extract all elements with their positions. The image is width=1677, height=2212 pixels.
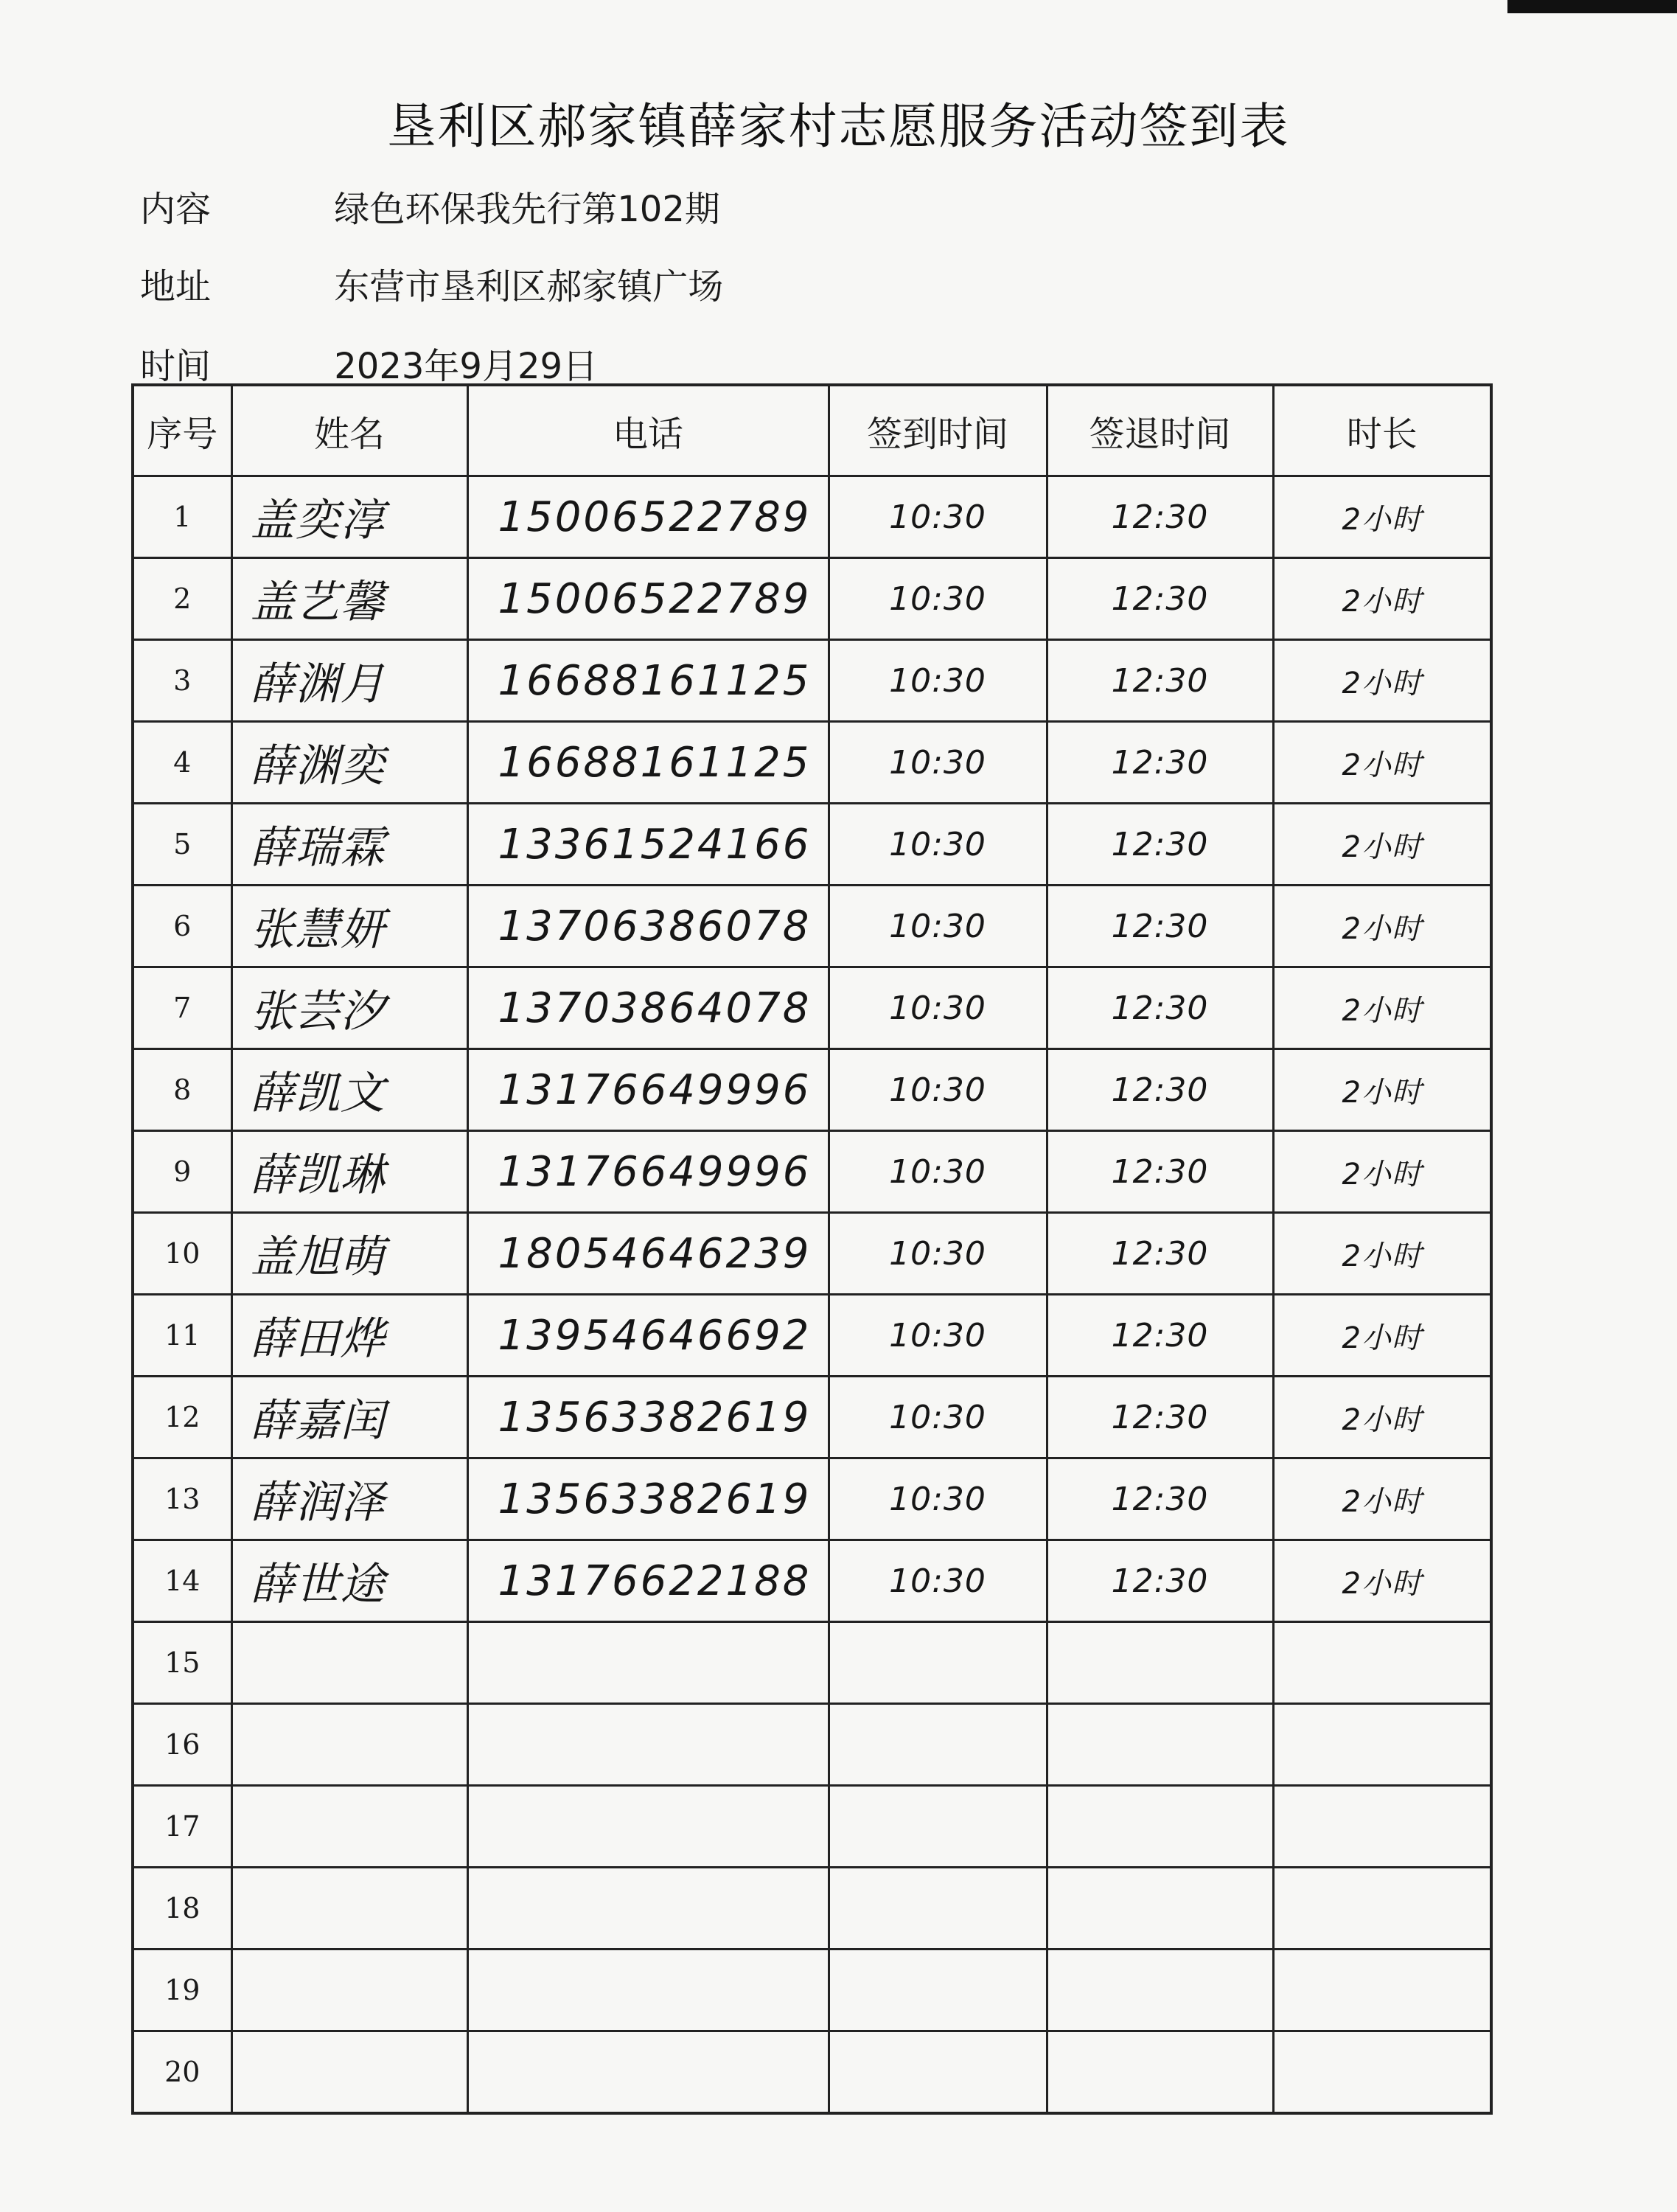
table-row <box>133 1540 1491 1622</box>
duration: 2小时 <box>1273 476 1491 558</box>
signature-name: 薛润泽 <box>231 1458 467 1540</box>
checkout-time: 12:30 <box>1047 1458 1273 1540</box>
duration <box>1273 2031 1491 2114</box>
signature-name: 盖艺馨 <box>231 558 467 640</box>
table-row <box>133 2031 1491 2114</box>
checkin-time: 10:30 <box>829 1295 1047 1377</box>
checkin-time <box>829 1622 1047 1704</box>
checkout-time <box>1047 1868 1273 1950</box>
duration <box>1273 1950 1491 2031</box>
signature-name: 薛渊月 <box>231 640 467 722</box>
header-serial: 序号 <box>133 385 231 476</box>
signature-name: 薛渊奕 <box>231 722 467 804</box>
phone-number <box>467 1868 829 1950</box>
info-row-content <box>140 181 720 232</box>
checkin-time: 10:30 <box>829 1213 1047 1295</box>
duration: 2小时 <box>1273 1049 1491 1131</box>
duration: 2小时 <box>1273 1458 1491 1540</box>
phone-number: 13954646692 <box>467 1295 829 1377</box>
signature-name: 张芸汐 <box>231 967 467 1049</box>
signin-table <box>131 383 1493 2115</box>
duration: 2小时 <box>1273 1295 1491 1377</box>
address-value: 东营市垦利区郝家镇广场 <box>334 266 724 307</box>
duration <box>1273 1622 1491 1704</box>
table-row <box>133 1786 1491 1868</box>
row-number: 15 <box>133 1622 231 1704</box>
checkout-time: 12:30 <box>1047 1540 1273 1622</box>
checkin-time: 10:30 <box>829 1458 1047 1540</box>
table-row <box>133 1950 1491 2031</box>
row-number: 14 <box>133 1540 231 1622</box>
checkin-time: 10:30 <box>829 804 1047 886</box>
phone-number: 15006522789 <box>467 558 829 640</box>
time-value: 2023年9月29日 <box>334 346 599 387</box>
content-value: 绿色环保我先行第102期 <box>334 189 720 230</box>
table-row <box>133 1131 1491 1213</box>
row-number: 16 <box>133 1704 231 1786</box>
table-row <box>133 640 1491 722</box>
checkout-time: 12:30 <box>1047 1213 1273 1295</box>
row-number: 11 <box>133 1295 231 1377</box>
signature-name: 薛世途 <box>231 1540 467 1622</box>
header-checkin-time: 签到时间 <box>829 385 1047 476</box>
duration: 2小时 <box>1273 886 1491 967</box>
duration: 2小时 <box>1273 722 1491 804</box>
checkin-time <box>829 1704 1047 1786</box>
row-number: 12 <box>133 1377 231 1458</box>
signature-name: 薛瑞霖 <box>231 804 467 886</box>
table-header-row <box>133 385 1491 476</box>
checkout-time: 12:30 <box>1047 1131 1273 1213</box>
checkout-time: 12:30 <box>1047 640 1273 722</box>
row-number: 17 <box>133 1786 231 1868</box>
checkin-time: 10:30 <box>829 1049 1047 1131</box>
signature-name: 薛嘉闰 <box>231 1377 467 1458</box>
phone-number <box>467 1950 829 2031</box>
table-row <box>133 1213 1491 1295</box>
checkin-time: 10:30 <box>829 1131 1047 1213</box>
table-row <box>133 886 1491 967</box>
info-row-time <box>140 338 598 389</box>
duration: 2小时 <box>1273 640 1491 722</box>
duration: 2小时 <box>1273 804 1491 886</box>
phone-number: 13563382619 <box>467 1377 829 1458</box>
signature-name: 薛凯文 <box>231 1049 467 1131</box>
duration: 2小时 <box>1273 1377 1491 1458</box>
signature-name: 薛田烨 <box>231 1295 467 1377</box>
checkout-time <box>1047 1786 1273 1868</box>
scan-edge-shadow <box>1507 0 1677 13</box>
row-number: 7 <box>133 967 231 1049</box>
checkout-time: 12:30 <box>1047 886 1273 967</box>
duration: 2小时 <box>1273 1540 1491 1622</box>
checkin-time <box>829 1786 1047 1868</box>
table-row <box>133 722 1491 804</box>
table-row <box>133 1868 1491 1950</box>
checkout-time: 12:30 <box>1047 967 1273 1049</box>
duration <box>1273 1704 1491 1786</box>
table-row <box>133 558 1491 640</box>
header-duration: 时长 <box>1273 385 1491 476</box>
row-number: 20 <box>133 2031 231 2114</box>
phone-number: 13176649996 <box>467 1131 829 1213</box>
row-number: 9 <box>133 1131 231 1213</box>
table-row <box>133 804 1491 886</box>
signature-name <box>231 1950 467 2031</box>
duration <box>1273 1868 1491 1950</box>
phone-number: 13563382619 <box>467 1458 829 1540</box>
phone-number: 18054646239 <box>467 1213 829 1295</box>
header-phone: 电话 <box>467 385 829 476</box>
row-number: 2 <box>133 558 231 640</box>
checkin-time: 10:30 <box>829 967 1047 1049</box>
signature-name <box>231 1868 467 1950</box>
address-label: 地址 <box>140 266 212 307</box>
signature-name: 盖旭萌 <box>231 1213 467 1295</box>
table-row <box>133 1295 1491 1377</box>
checkin-time: 10:30 <box>829 558 1047 640</box>
table-row <box>133 476 1491 558</box>
duration: 2小时 <box>1273 967 1491 1049</box>
checkin-time: 10:30 <box>829 886 1047 967</box>
signature-name <box>231 2031 467 2114</box>
duration: 2小时 <box>1273 1131 1491 1213</box>
duration <box>1273 1786 1491 1868</box>
checkin-time <box>829 1868 1047 1950</box>
row-number: 1 <box>133 476 231 558</box>
signature-name: 薛凯琳 <box>231 1131 467 1213</box>
table-row <box>133 1622 1491 1704</box>
row-number: 6 <box>133 886 231 967</box>
checkout-time: 12:30 <box>1047 476 1273 558</box>
row-number: 8 <box>133 1049 231 1131</box>
checkout-time: 12:30 <box>1047 722 1273 804</box>
checkout-time: 12:30 <box>1047 804 1273 886</box>
signature-name: 盖奕淳 <box>231 476 467 558</box>
info-row-address <box>140 258 723 309</box>
row-number: 13 <box>133 1458 231 1540</box>
phone-number: 16688161125 <box>467 640 829 722</box>
phone-number <box>467 1704 829 1786</box>
duration: 2小时 <box>1273 558 1491 640</box>
signature-name <box>231 1704 467 1786</box>
table-row <box>133 1458 1491 1540</box>
checkout-time: 12:30 <box>1047 1295 1273 1377</box>
table-row <box>133 1377 1491 1458</box>
header-checkout-time: 签退时间 <box>1047 385 1273 476</box>
phone-number: 13703864078 <box>467 967 829 1049</box>
row-number: 4 <box>133 722 231 804</box>
phone-number <box>467 1622 829 1704</box>
checkin-time: 10:30 <box>829 1540 1047 1622</box>
checkin-time <box>829 2031 1047 2114</box>
checkout-time <box>1047 2031 1273 2114</box>
row-number: 5 <box>133 804 231 886</box>
duration: 2小时 <box>1273 1213 1491 1295</box>
time-label: 时间 <box>140 346 212 387</box>
phone-number <box>467 1786 829 1868</box>
row-number: 19 <box>133 1950 231 2031</box>
signature-name <box>231 1622 467 1704</box>
checkout-time: 12:30 <box>1047 558 1273 640</box>
phone-number: 13176649996 <box>467 1049 829 1131</box>
phone-number <box>467 2031 829 2114</box>
checkout-time: 12:30 <box>1047 1049 1273 1131</box>
phone-number: 13706386078 <box>467 886 829 967</box>
table-row <box>133 1049 1491 1131</box>
page-title: 垦利区郝家镇薛家村志愿服务活动签到表 <box>387 98 1290 155</box>
checkin-time <box>829 1950 1047 2031</box>
phone-number: 15006522789 <box>467 476 829 558</box>
phone-number: 16688161125 <box>467 722 829 804</box>
checkin-time: 10:30 <box>829 722 1047 804</box>
checkout-time <box>1047 1622 1273 1704</box>
table-row <box>133 967 1491 1049</box>
phone-number: 13361524166 <box>467 804 829 886</box>
row-number: 10 <box>133 1213 231 1295</box>
checkout-time <box>1047 1704 1273 1786</box>
content-label: 内容 <box>140 189 212 230</box>
signature-name: 张慧妍 <box>231 886 467 967</box>
header-name: 姓名 <box>231 385 467 476</box>
row-number: 3 <box>133 640 231 722</box>
checkin-time: 10:30 <box>829 1377 1047 1458</box>
checkin-time: 10:30 <box>829 640 1047 722</box>
signature-name <box>231 1786 467 1868</box>
checkin-time: 10:30 <box>829 476 1047 558</box>
table-row <box>133 1704 1491 1786</box>
checkout-time: 12:30 <box>1047 1377 1273 1458</box>
checkout-time <box>1047 1950 1273 2031</box>
row-number: 18 <box>133 1868 231 1950</box>
phone-number: 13176622188 <box>467 1540 829 1622</box>
